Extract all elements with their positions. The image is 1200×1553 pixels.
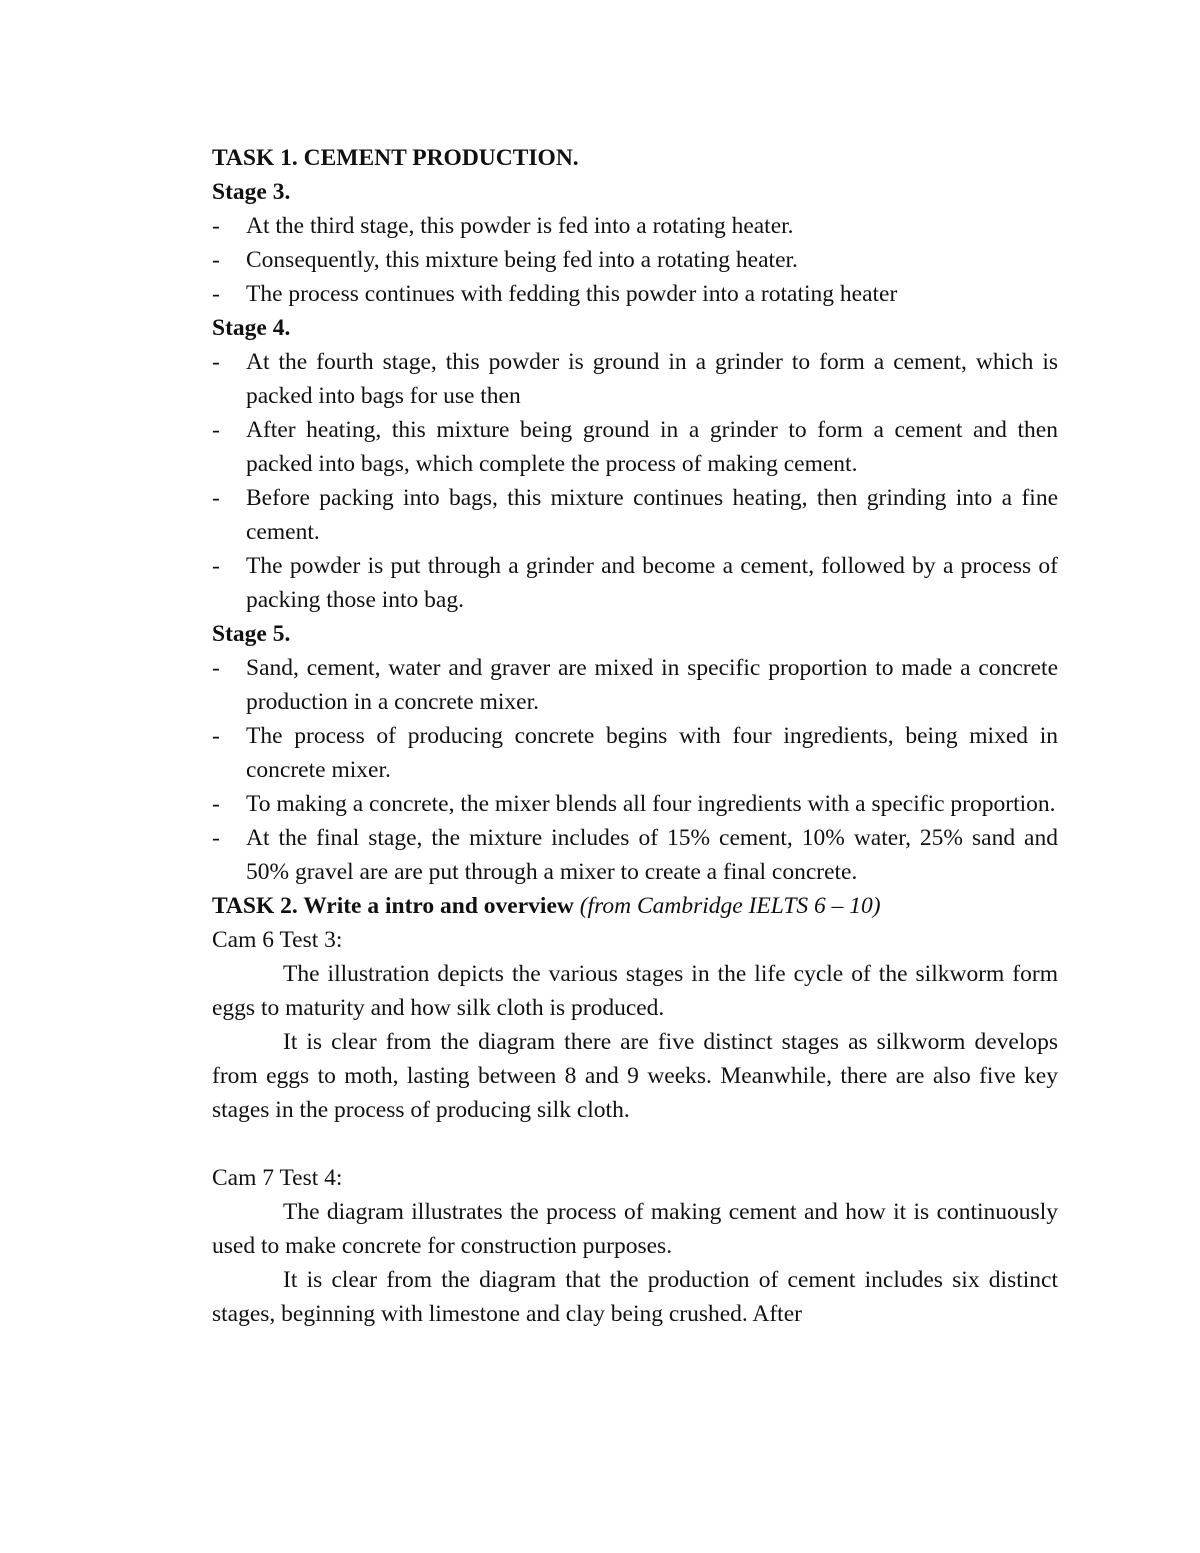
paragraph-overview: It is clear from the diagram there are five distinct stages as silkworm develops from eggs to moth, lasting between 8 and 9 weeks. Meanwhile, there are also five key stages in the process of producing silk cloth. — [212, 1029, 1058, 1123]
stage-5-list — [212, 651, 1058, 889]
blank-line — [212, 1127, 1058, 1161]
bullet-dash: - — [212, 485, 220, 511]
list-item: - To making a concrete, the mixer blends all four ingredients with a specific proportion. — [212, 787, 1058, 821]
paragraph-overview: It is clear from the diagram that the production of cement includes six distinct stages, beginning with limestone and clay being crushed. After — [212, 1267, 1058, 1327]
stage-4-label: Stage 4. — [212, 315, 291, 341]
bullet-dash: - — [212, 791, 220, 817]
list-item: - Consequently, this mixture being fed into a rotating heater. — [212, 243, 1058, 277]
list-item: - At the third stage, this powder is fed into a rotating heater. — [212, 209, 1058, 243]
test-label-cam7: Cam 7 Test 4: — [212, 1165, 343, 1191]
list-item: - After heating, this mixture being ground in a grinder to form a cement and then packed into bags, which complete the process of making cement. — [212, 413, 1058, 481]
stage-5-label: Stage 5. — [212, 621, 291, 647]
stage-3-list — [212, 209, 1058, 311]
paragraph-intro: The illustration depicts the various stages in the life cycle of the silkworm form eggs to maturity and how silk cloth is produced. — [212, 961, 1058, 1021]
bullet-dash: - — [212, 825, 220, 851]
task2-heading — [212, 889, 1058, 923]
document-page — [212, 141, 1058, 1331]
list-item: - Sand, cement, water and graver are mixed in specific proportion to made a concrete production in a concrete mixer. — [212, 651, 1058, 719]
bullet-dash: - — [212, 247, 220, 273]
list-item: - Before packing into bags, this mixture continues heating, then grinding into a fine cement. — [212, 481, 1058, 549]
list-item: - At the final stage, the mixture includes of 15% cement, 10% water, 25% sand and 50% gravel are are put through a mixer to create a final concrete. — [212, 821, 1058, 889]
bullet-dash: - — [212, 417, 220, 443]
list-item: - The powder is put through a grinder and become a cement, followed by a process of packing those into bag. — [212, 549, 1058, 617]
task2-title: TASK 2. Write a intro and overview — [212, 893, 574, 919]
bullet-dash: - — [212, 349, 220, 375]
list-item: - The process of producing concrete begins with four ingredients, being mixed in concrete mixer. — [212, 719, 1058, 787]
bullet-dash: - — [212, 723, 220, 749]
test-label-cam6: Cam 6 Test 3: — [212, 927, 343, 953]
list-item: - At the fourth stage, this powder is ground in a grinder to form a cement, which is packed into bags for use then — [212, 345, 1058, 413]
list-item: - The process continues with fedding this powder into a rotating heater — [212, 277, 1058, 311]
stage-3-label: Stage 3. — [212, 179, 291, 205]
bullet-dash: - — [212, 281, 220, 307]
bullet-dash: - — [212, 553, 220, 579]
bullet-dash: - — [212, 655, 220, 681]
task1-title: TASK 1. CEMENT PRODUCTION. — [212, 145, 579, 171]
task2-source: (from Cambridge IELTS 6 – 10) — [579, 893, 881, 919]
stage-4-list — [212, 345, 1058, 617]
bullet-dash: - — [212, 213, 220, 239]
paragraph-intro: The diagram illustrates the process of making cement and how it is continuously used to make concrete for construction purposes. — [212, 1199, 1058, 1259]
